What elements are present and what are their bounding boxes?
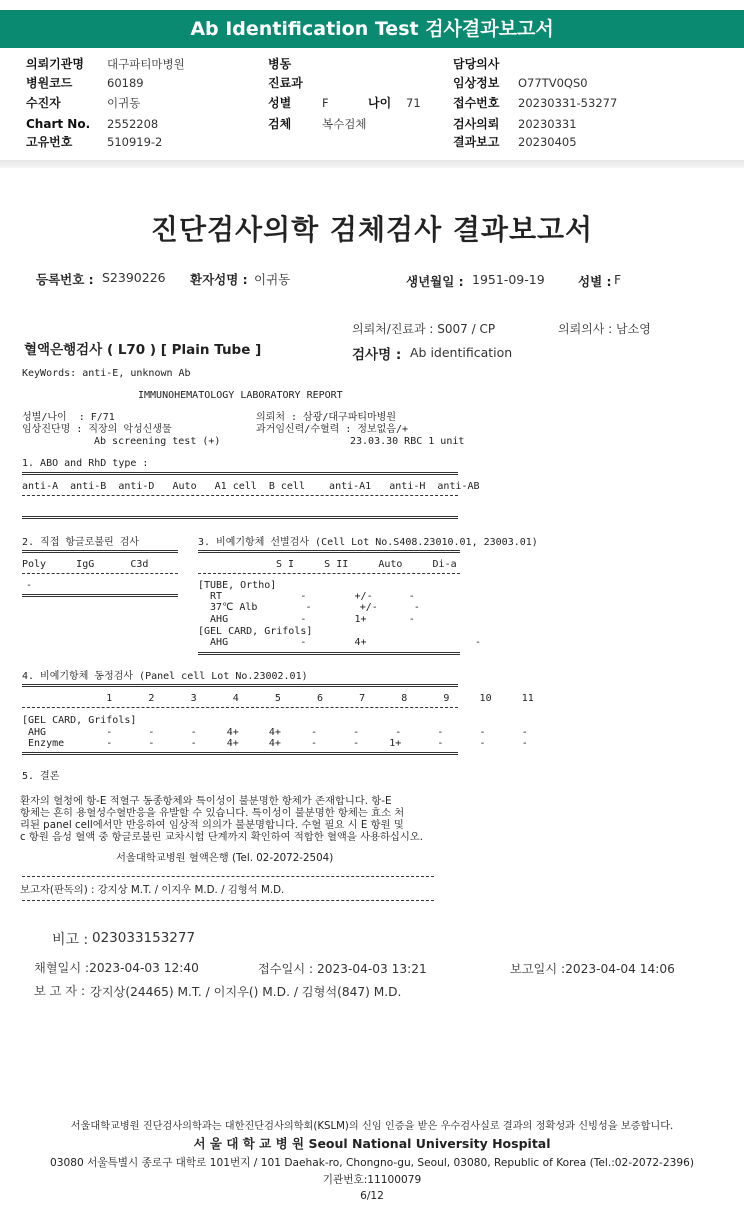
dept-info: 의뢰처/진료과 : S007 / CP <box>352 322 496 336</box>
page-title: Ab Identification Test 검사결과보고서 <box>0 10 744 48</box>
screening-row: [TUBE, Ortho] <box>198 580 277 591</box>
page-number: 6/12 <box>360 1190 384 1202</box>
lab-heading: IMMUNOHEMATOLOGY LABORATORY REPORT <box>138 390 343 401</box>
hospital-name: 서 울 대 학 교 병 원 Seoul National University Hospital <box>193 1136 551 1151</box>
collect-time: 채혈일시 :2023-04-03 12:40 <box>34 961 199 975</box>
screening-row: RT - +/- - <box>198 591 415 602</box>
institution-number: 기관번호:11100079 <box>322 1174 422 1186</box>
panel-columns: 1 2 3 4 5 6 7 8 9 10 11 <box>22 693 534 704</box>
receive-time: 접수일시 : 2023-04-03 13:21 <box>258 962 427 976</box>
lab-reporter: 보고자(판독의) : 강지상 M.T. / 이지우 M.D. / 김형석 M.D. <box>20 884 285 896</box>
sex-age: 성별/나이 : F/71 <box>22 412 115 423</box>
info-label: 담당의사 <box>453 57 500 71</box>
requester: 의뢰처 : 삼광/대구파티마병원 <box>256 412 397 423</box>
info-label: 결과보고 <box>453 135 500 149</box>
conclusion-line: 항체는 흔히 용혈성수혈반응을 유발할 수 있습니다. 특이성이 불분명한 항체는 효소 처 <box>20 807 405 819</box>
report-time: 보고일시 :2023-04-04 14:06 <box>510 962 675 976</box>
double-rule <box>22 550 178 553</box>
dashed-rule <box>22 495 458 496</box>
reporter-value: 강지상(24465) M.T. / 이지우() M.D. / 김형석(847) M.D. <box>90 985 402 999</box>
report-title: 진단검사의학 검체검사 결과보고서 <box>150 213 594 246</box>
info-value: 20230331 <box>518 117 577 131</box>
doctor-info: 의뢰의사 : 남소영 <box>558 322 651 336</box>
transfusion: 23.03.30 RBC 1 unit <box>350 436 465 447</box>
double-rule <box>22 752 458 755</box>
history: 과거임신력/수혈력 : 정보없음/+ <box>256 424 409 435</box>
reg-label: 등록번호 : <box>36 272 94 287</box>
info-value: F <box>322 96 329 110</box>
certification: 서울대학교병원 진단검사의학과는 대한진단검사의학회(KSLM)의 신임 인증을 받은 우수검사실로 결과의 정확성과 신빙성을 보증합니다. <box>70 1121 674 1132</box>
abo-title: 1. ABO and RhD type : <box>22 458 149 469</box>
dob-value: 1951-09-19 <box>472 272 545 287</box>
info-value: 510919-2 <box>107 135 163 149</box>
info-label: 고유번호 <box>26 135 73 149</box>
info-value: O77TV0QS0 <box>518 76 588 90</box>
info-value: 이귀동 <box>107 96 141 110</box>
info-label: 접수번호 <box>453 96 500 110</box>
dashed-rule <box>22 900 434 901</box>
abo-columns: anti-A anti-B anti-D Auto A1 cell B cell anti-A1 anti-H anti-AB <box>22 481 480 492</box>
sex-label: 성별 : <box>578 274 612 289</box>
info-value: 20230405 <box>518 135 577 149</box>
reg-value: S2390226 <box>102 270 166 285</box>
screening-row: AHG - 4+ - <box>198 637 481 648</box>
info-value: 2552208 <box>107 117 159 131</box>
info-label: 병원코드 <box>26 76 73 90</box>
info-label: 진료과 <box>268 76 303 90</box>
double-rule <box>22 684 458 687</box>
patient-label: 환자성명 : <box>190 272 248 287</box>
double-rule <box>22 472 458 475</box>
panel-row: Enzyme - - - 4+ 4+ - - 1+ - - - <box>22 738 528 749</box>
info-value: 복수검체 <box>322 117 367 131</box>
dashed-rule <box>22 876 434 877</box>
info-value: 20230331-53277 <box>518 96 618 110</box>
screening-columns: S I S II Auto Di-a <box>276 559 457 570</box>
info-label: 수진자 <box>26 96 61 110</box>
note-value: 023033153277 <box>92 930 196 946</box>
sex-value: F <box>614 272 622 287</box>
diagnosis: 임상진단명 : 직장의 악성신생물 <box>22 424 172 435</box>
blood-bank: 서울대학교병원 혈액은행 (Tel. 02-2072-2504) <box>116 852 334 864</box>
conclusion-title: 5. 결론 <box>22 771 60 782</box>
dob-label: 생년월일 : <box>406 274 464 289</box>
conclusion-line: c 항원 음성 혈액 중 항글로불린 교차시험 단계까지 확인하여 적합한 혈액을 사용하십시오. <box>20 831 424 843</box>
screening-row: AHG - 1+ - <box>198 614 415 625</box>
double-rule <box>22 516 458 519</box>
info-label-age: 나이 <box>368 96 392 110</box>
info-label: 검사의뢰 <box>453 117 500 131</box>
screening-row: [GEL CARD, Grifols] <box>198 626 313 637</box>
note-label: 비고 : <box>52 932 89 948</box>
section-divider <box>0 160 744 168</box>
panel-row: [GEL CARD, Grifols] <box>22 715 137 726</box>
info-value: 60189 <box>107 76 144 90</box>
info-label: 병동 <box>268 57 292 71</box>
patient-value: 이귀동 <box>254 272 291 287</box>
dat-title: 2. 직접 항글로불린 검사 <box>22 537 140 548</box>
info-label: Chart No. <box>26 117 91 131</box>
dat-value: - <box>26 580 33 591</box>
info-label: 임상정보 <box>453 76 500 90</box>
test-label: 검사명 : <box>352 347 402 363</box>
conclusion-line: 환자의 혈청에 항-E 적혈구 동종항체와 특이성이 불분명한 항체가 존재합니다. 항-E <box>20 795 392 807</box>
keywords: KeyWords: anti-E, unknown Ab <box>22 368 191 379</box>
address: 03080 서울특별시 종로구 대학로 101번지 / 101 Daehak-ro, Chongno-gu, Seoul, 03080, Republic of Korea (Tel.:02-2072-2396) <box>50 1157 694 1169</box>
info-label: 성별 <box>268 96 292 110</box>
test-value: Ab identification <box>410 345 513 360</box>
diagnosis-2: Ab screening test (+) <box>94 436 221 447</box>
section-title: 혈액은행검사 ( L70 ) [ Plain Tube ] <box>24 342 262 358</box>
screening-title: 3. 비예기항체 선별검사 (Cell Lot No.S408.23010.01, 23003.01) <box>198 537 538 548</box>
double-rule <box>198 652 460 655</box>
info-label: 의뢰기관명 <box>26 57 84 71</box>
double-rule <box>198 550 460 553</box>
info-value-age: 71 <box>406 96 421 110</box>
panel-row: AHG - - - 4+ 4+ - - - - - - <box>22 727 528 738</box>
dashed-rule <box>22 573 178 574</box>
panel-title: 4. 비예기항체 동정검사 (Panel cell Lot No.23002.01) <box>22 671 308 682</box>
double-rule <box>22 594 178 597</box>
dat-columns: Poly IgG C3d <box>22 559 149 570</box>
dashed-rule <box>22 707 458 708</box>
info-label: 검체 <box>268 117 292 131</box>
conclusion-line: 리된 panel cell에서만 반응하여 임상적 의의가 불분명합니다. 수혈 필요 시 E 항원 및 <box>20 819 404 831</box>
info-value: 대구파티마병원 <box>107 57 185 71</box>
info-grid <box>0 54 744 154</box>
screening-row: 37℃ Alb - +/- - <box>198 602 420 613</box>
reporter-label: 보 고 자 : <box>34 984 86 998</box>
dashed-rule <box>198 573 460 574</box>
